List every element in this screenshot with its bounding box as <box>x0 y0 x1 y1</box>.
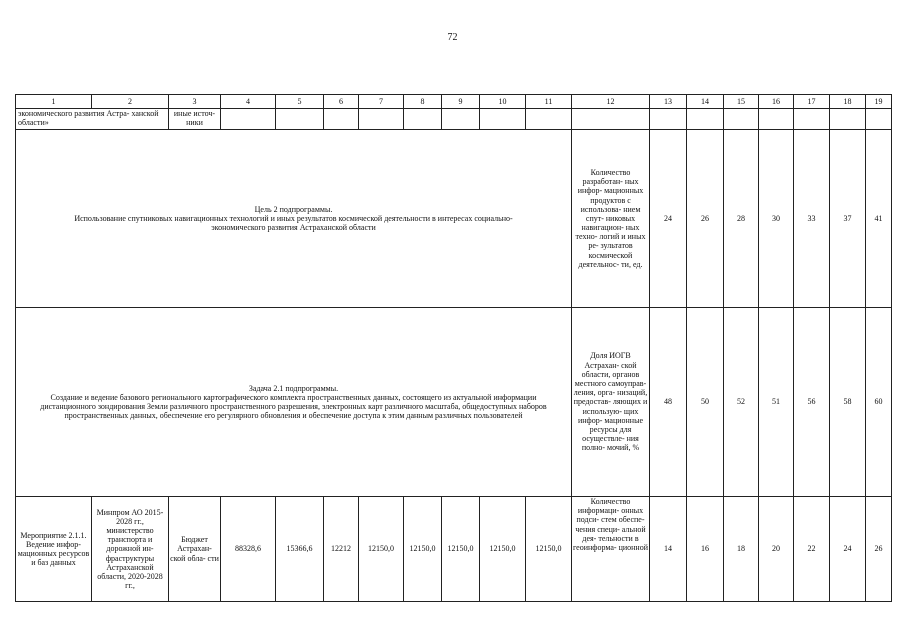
task-indicator: Доля ИОГВ Астрахан- ской области, органов местного самоуправ- ления, орга- низаций, предостав- ляющих и использую- щих инфор- мационные ресурсы для осуществле- ния полно- мочий, % <box>572 308 650 497</box>
header-cell: 17 <box>794 95 830 109</box>
goal-value: 30 <box>759 130 794 308</box>
activity-amount: 12150,0 <box>442 497 480 602</box>
header-cell: 16 <box>759 95 794 109</box>
activity-value: 22 <box>794 497 830 602</box>
header-row <box>16 95 892 109</box>
task-value: 50 <box>687 308 724 497</box>
task-description <box>16 308 572 497</box>
task-title: Задача 2.1 подпрограммы. <box>248 383 339 393</box>
goal-indicator: Количество разработан- ных инфор- мационных продуктов с использова- нием спут- никовых навигацион- ных техно- логий и иных ре- зультатов космической деятельнос- ти, ед. <box>572 130 650 308</box>
continuation-program-name: экономического развития Астра- ханской области» <box>16 109 169 130</box>
task-value: 48 <box>650 308 687 497</box>
activity-amount: 12212 <box>324 497 359 602</box>
goal-text: Использование спутниковых навигационных технологий и иных результатов космической деятельности в интересах социально-экономического развития Астраханской области <box>74 213 513 233</box>
header-cell: 12 <box>572 95 650 109</box>
task-value: 52 <box>724 308 759 497</box>
task-text: Создание и ведение базового регионального картографического комплекта пространственных данных, состоящего из актуальной информации дистанционного зондирования Земли различного пространственного разрешения, электронных карт различного масштаба, общедоступных наборов пространственных данных, обеспечение его регулярного обновления и обеспечение доступа к этим данным различных пользователей <box>40 392 547 421</box>
header-cell: 18 <box>830 95 866 109</box>
header-cell: 19 <box>866 95 892 109</box>
activity-value: 18 <box>724 497 759 602</box>
task-value: 56 <box>794 308 830 497</box>
activity-value: 24 <box>830 497 866 602</box>
header-cell: 7 <box>359 95 404 109</box>
goal-title: Цель 2 подпрограммы. <box>254 204 333 214</box>
goal-value: 33 <box>794 130 830 308</box>
header-cell: 6 <box>324 95 359 109</box>
activity-amount: 88328,6 <box>221 497 276 602</box>
activity-executor: Минпром АО 2015-2028 гг., министерство транспорта и дорожной ин- фраструктуры Астраханской области, 2020-2028 гг., <box>92 497 169 602</box>
task-value: 60 <box>866 308 892 497</box>
task-row <box>16 308 892 497</box>
goal-value: 24 <box>650 130 687 308</box>
activity-amount: 15366,6 <box>276 497 324 602</box>
header-cell: 10 <box>480 95 526 109</box>
header-cell: 8 <box>404 95 442 109</box>
goal-value: 26 <box>687 130 724 308</box>
activity-name: Мероприятие 2.1.1. Ведение инфор- мационных ресурсов и баз данных <box>16 497 92 602</box>
goal-value: 37 <box>830 130 866 308</box>
activity-value: 26 <box>866 497 892 602</box>
activity-amount: 12150,0 <box>359 497 404 602</box>
activity-amount: 12150,0 <box>404 497 442 602</box>
continuation-source: иные источ- ники <box>169 109 221 130</box>
activity-value: 20 <box>759 497 794 602</box>
activity-row <box>16 497 892 602</box>
header-cell: 15 <box>724 95 759 109</box>
header-cell: 11 <box>526 95 572 109</box>
header-cell: 2 <box>92 95 169 109</box>
header-cell: 5 <box>276 95 324 109</box>
header-cell: 4 <box>221 95 276 109</box>
page-number: 72 <box>447 32 458 43</box>
goal-description <box>16 130 572 308</box>
activity-amount: 12150,0 <box>526 497 572 602</box>
goal-row <box>16 130 892 308</box>
header-cell: 3 <box>169 95 221 109</box>
header-cell: 1 <box>16 95 92 109</box>
activity-amount: 12150,0 <box>480 497 526 602</box>
activity-indicator: Количество информаци- онных подси- стем обеспе- чения специ- альной дея- тельности в геоинформа- ционной <box>572 497 650 602</box>
goal-value: 28 <box>724 130 759 308</box>
header-cell: 13 <box>650 95 687 109</box>
task-value: 51 <box>759 308 794 497</box>
continuation-row <box>16 109 892 130</box>
activity-value: 16 <box>687 497 724 602</box>
program-table <box>15 94 892 602</box>
goal-value: 41 <box>866 130 892 308</box>
task-value: 58 <box>830 308 866 497</box>
activity-source: Бюджет Астрахан- ской обла- сти <box>169 497 221 602</box>
activity-value: 14 <box>650 497 687 602</box>
header-cell: 9 <box>442 95 480 109</box>
header-cell: 14 <box>687 95 724 109</box>
